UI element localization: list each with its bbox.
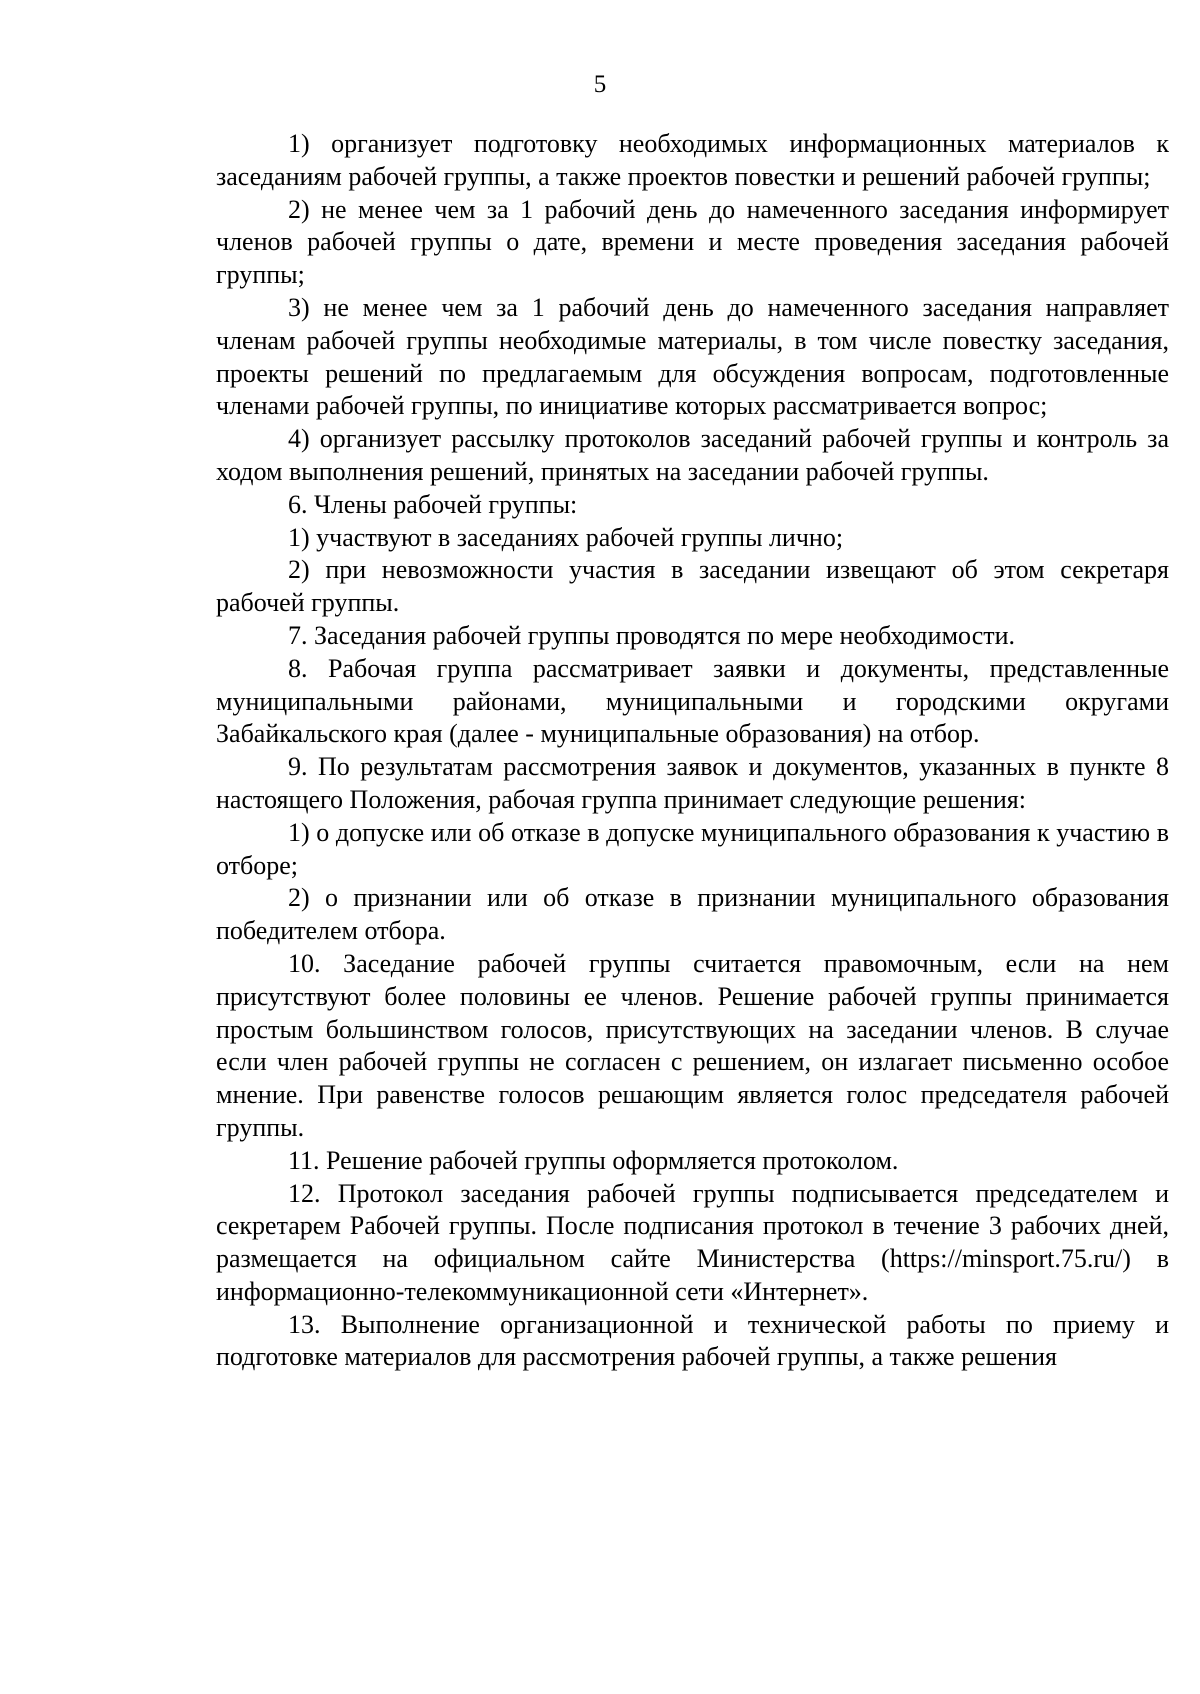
- paragraph: 6. Члены рабочей группы:: [288, 489, 578, 519]
- paragraph: 2) при невозможности участия в заседании извещают об этом секретаря рабочей группы.: [216, 555, 1169, 618]
- paragraph: 10. Заседание рабочей группы считается правомочным, если на нем присутствуют более половины ее членов. Решение рабочей группы принимается простым большинством голосов, присутствующих на заседании членов. В случае если член рабочей группы не согласен с решением, он излагает письменно особое мнение. При равенстве голосов решающим является голос председателя рабочей группы.: [216, 948, 1169, 1142]
- paragraph: 7. Заседания рабочей группы проводятся по мере необходимости.: [288, 620, 1016, 650]
- paragraph: 2) о признании или об отказе в признании муниципального образования победителем отбора.: [216, 883, 1169, 946]
- paragraph: 9. По результатам рассмотрения заявок и документов, указанных в пункте 8 настоящего Положения, рабочая группа принимает следующие решения:: [216, 752, 1169, 814]
- page-number: 5: [593, 71, 607, 98]
- paragraph: 4) организует рассылку протоколов заседаний рабочей группы и контроль за ходом выполнения решений, принятых на заседании рабочей группы.: [216, 424, 1169, 486]
- paragraph: 11. Решение рабочей группы оформляется протоколом.: [288, 1145, 899, 1175]
- paragraph: 12. Протокол заседания рабочей группы подписывается председателем и секретарем Рабочей группы. После подписания протокол в течение 3 рабочих дней, размещается на официальном сайте Министерства (https://minsport.75.ru/) в информационно-телекоммуникационной сети «Интернет».: [216, 1178, 1169, 1306]
- paragraph: 3) не менее чем за 1 рабочий день до намеченного заседания направляет членам рабочей группы необходимые материалы, в том числе повестку заседания, проекты решений по предлагаемым для обсуждения вопросам, подготовленные членами рабочей группы, по инициативе которых рассматривается вопрос;: [216, 292, 1169, 421]
- paragraph: 1) участвуют в заседаниях рабочей группы лично;: [288, 522, 844, 552]
- paragraph: 8. Рабочая группа рассматривает заявки и документы, представленные муниципальными районами, муниципальными и городскими округами Забайкальского края (далее - муниципальные образования) на отбор.: [216, 653, 1169, 749]
- paragraph: 13. Выполнение организационной и технической работы по приему и подготовке материалов для рассмотрения рабочей группы, а также решения: [216, 1309, 1169, 1372]
- document-body: [216, 128, 1169, 1374]
- paragraph: 1) о допуске или об отказе в допуске муниципального образования к участию в отборе;: [216, 817, 1169, 880]
- paragraph: 1) организует подготовку необходимых информационных материалов к заседаниям рабочей группы, а также проектов повестки и решений рабочей группы;: [216, 129, 1169, 191]
- paragraph: 2) не менее чем за 1 рабочий день до намеченного заседания информирует членов рабочей группы о дате, времени и месте проведения заседания рабочей группы;: [216, 194, 1169, 290]
